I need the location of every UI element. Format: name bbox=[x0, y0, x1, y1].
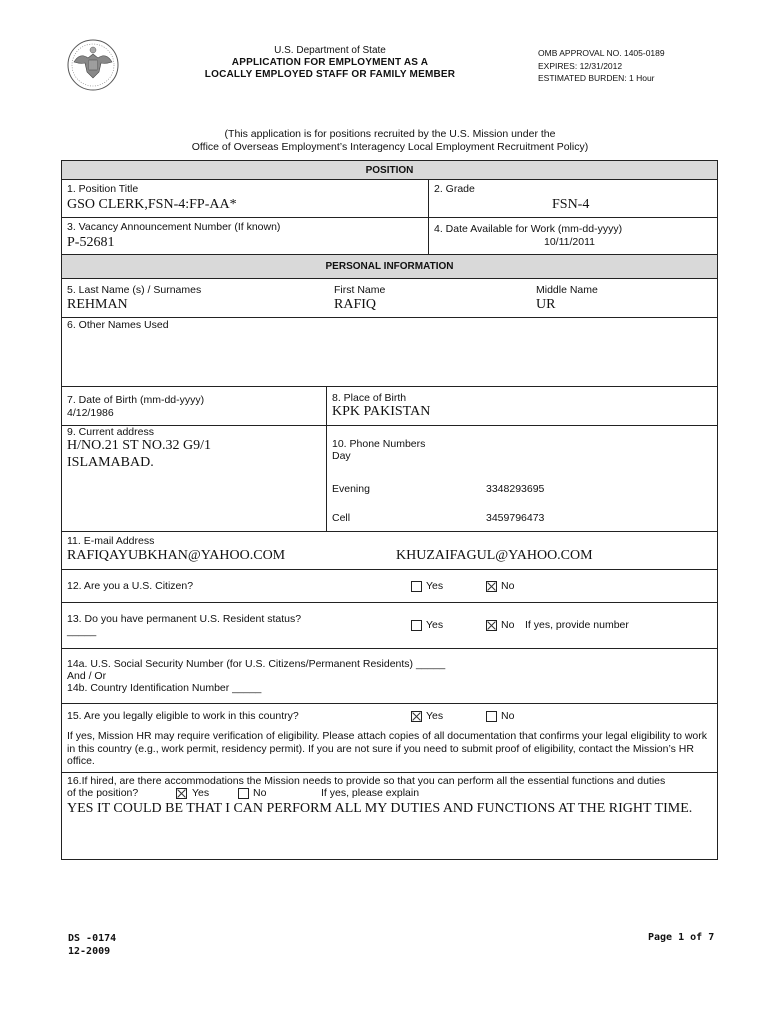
cell-phone-field[interactable]: 3459796473 bbox=[486, 512, 545, 524]
evening-label: Evening bbox=[332, 483, 370, 495]
q13-number-blank[interactable]: _____ bbox=[67, 625, 97, 637]
q14-and-or: And / Or bbox=[67, 670, 107, 682]
email-field-2[interactable]: KHUZAIFAGUL@YAHOO.COM bbox=[396, 548, 593, 563]
position-title-row bbox=[62, 180, 717, 218]
q14b-label: 14b. Country Identification Number _____ bbox=[67, 682, 262, 694]
other-names-row bbox=[62, 318, 717, 387]
q13-yes-checkbox[interactable] bbox=[411, 620, 422, 631]
page-number: Page 1 of 7 bbox=[648, 932, 715, 943]
q16-no-label: No bbox=[253, 787, 267, 799]
q14-row bbox=[62, 649, 717, 704]
q16-label: 16.If hired, are there accommodations the Mission needs to provide so that you can perform all the essential functions and duties bbox=[67, 775, 666, 787]
q12-no-label: No bbox=[501, 580, 515, 592]
expires: EXPIRES: 12/31/2012 bbox=[538, 60, 623, 71]
form-number: DS -0174 12-2009 bbox=[68, 933, 117, 957]
first-name-label: First Name bbox=[334, 284, 386, 296]
middle-name-field[interactable]: UR bbox=[536, 297, 556, 312]
email-row bbox=[62, 532, 717, 570]
q16-row bbox=[62, 773, 717, 859]
q13-row bbox=[62, 603, 717, 649]
email-label: 11. E-mail Address bbox=[67, 535, 155, 547]
q16-explain-label: If yes, please explain bbox=[321, 787, 420, 799]
position-heading: POSITION bbox=[62, 161, 717, 180]
position-title-label: 1. Position Title bbox=[67, 183, 139, 195]
birth-row bbox=[62, 387, 717, 426]
pob-label: 8. Place of Birth bbox=[332, 392, 407, 404]
grade-label: 2. Grade bbox=[434, 183, 475, 195]
omb-info bbox=[538, 47, 665, 85]
last-name-field[interactable]: REHMAN bbox=[67, 297, 128, 312]
date-available-field[interactable]: 10/11/2011 bbox=[544, 236, 595, 248]
q15-yes-label: Yes bbox=[426, 710, 444, 722]
date-available-label: 4. Date Available for Work (mm-dd-yyyy) bbox=[434, 223, 623, 235]
q16-answer-field[interactable]: YES IT COULD BE THAT I CAN PERFORM ALL MY DUTIES AND FUNCTIONS AT THE RIGHT TIME. bbox=[67, 801, 693, 816]
other-names-field[interactable] bbox=[67, 332, 707, 382]
q13-yes-label: Yes bbox=[426, 619, 444, 631]
q16-label-cont: of the position? bbox=[67, 787, 139, 799]
intro-text: (This application is for positions recruited by the U.S. Mission under the Office of Overseas Employment’s Interagency Local Employment Recruitment Policy) bbox=[191, 128, 589, 153]
q12-no-checkbox[interactable] bbox=[486, 581, 497, 592]
q16-no-checkbox[interactable] bbox=[238, 788, 249, 799]
phone-label: 10. Phone Numbers bbox=[332, 438, 426, 450]
day-label: Day bbox=[332, 450, 351, 462]
q15-no-checkbox[interactable] bbox=[486, 711, 497, 722]
email-field-1[interactable]: RAFIQAYUBKHAN@YAHOO.COM bbox=[67, 548, 286, 563]
q13-no-label: No bbox=[501, 619, 515, 631]
middle-name-label: Middle Name bbox=[536, 284, 598, 296]
q14a-label: 14a. U.S. Social Security Number (for U.S. Citizens/Permanent Residents) _____ bbox=[67, 658, 446, 670]
personal-info-heading: PERSONAL INFORMATION bbox=[62, 255, 717, 279]
q15-note: If yes, Mission HR may require verification of eligibility. Please attach copies of all documentation that confirms your legal eligibility to work in this country (e.g., work permit, residency permit). If you are not sure if you need to submit proof of eligibility, contact the Mission’s HR office. bbox=[67, 730, 708, 767]
first-name-field[interactable]: RAFIQ bbox=[334, 297, 377, 312]
other-names-label: 6. Other Names Used bbox=[67, 319, 169, 331]
q16-yes-label: Yes bbox=[192, 787, 210, 799]
q15-yes-checkbox[interactable] bbox=[411, 711, 422, 722]
q15-row bbox=[62, 704, 717, 728]
dob-field[interactable]: 4/12/1986 bbox=[67, 407, 114, 419]
q13-provide-number: If yes, provide number bbox=[525, 619, 629, 631]
q12-yes-checkbox[interactable] bbox=[411, 581, 422, 592]
cell-label: Cell bbox=[332, 512, 351, 524]
q15-label: 15. Are you legally eligible to work in this country? bbox=[67, 710, 299, 722]
omb-approval: OMB APPROVAL NO. 1405-0189 bbox=[538, 48, 665, 58]
q13-label: 13. Do you have permanent U.S. Resident status? bbox=[67, 613, 302, 625]
q15-no-label: No bbox=[501, 710, 515, 722]
q15-note-row bbox=[62, 728, 717, 773]
eagle-seal-icon bbox=[66, 38, 120, 92]
last-name-label: 5. Last Name (s) / Surnames bbox=[67, 284, 202, 296]
form-title-line1: APPLICATION FOR EMPLOYMENT AS A bbox=[231, 57, 429, 68]
q12-label: 12. Are you a U.S. Citizen? bbox=[67, 580, 194, 592]
form-header bbox=[170, 45, 490, 81]
evening-phone-field[interactable]: 3348293695 bbox=[486, 483, 545, 495]
address-label: 9. Current address bbox=[67, 426, 154, 438]
department-name: U.S. Department of State bbox=[274, 45, 386, 56]
grade-field[interactable]: FSN-4 bbox=[552, 197, 590, 212]
q12-yes-label: Yes bbox=[426, 580, 444, 592]
application-form bbox=[61, 160, 718, 860]
estimated-burden: ESTIMATED BURDEN: 1 Hour bbox=[538, 73, 655, 83]
vacancy-label: 3. Vacancy Announcement Number (If known) bbox=[67, 221, 281, 233]
dob-label: 7. Date of Birth (mm-dd-yyyy) bbox=[67, 394, 205, 406]
q16-yes-checkbox[interactable] bbox=[176, 788, 187, 799]
position-title-field[interactable]: GSO CLERK,FSN-4:FP-AA* bbox=[67, 197, 237, 212]
vacancy-field[interactable]: P-52681 bbox=[67, 235, 115, 250]
q12-row bbox=[62, 570, 717, 603]
form-title-line2: LOCALLY EMPLOYED STAFF OR FAMILY MEMBER bbox=[204, 69, 456, 80]
q13-no-checkbox[interactable] bbox=[486, 620, 497, 631]
name-row bbox=[62, 279, 717, 318]
address-line2[interactable]: ISLAMABAD. bbox=[67, 455, 154, 470]
vacancy-row bbox=[62, 218, 717, 255]
pob-field[interactable]: KPK PAKISTAN bbox=[332, 404, 431, 419]
address-phone-row bbox=[62, 426, 717, 532]
address-line1[interactable]: H/NO.21 ST NO.32 G9/1 bbox=[67, 438, 212, 453]
